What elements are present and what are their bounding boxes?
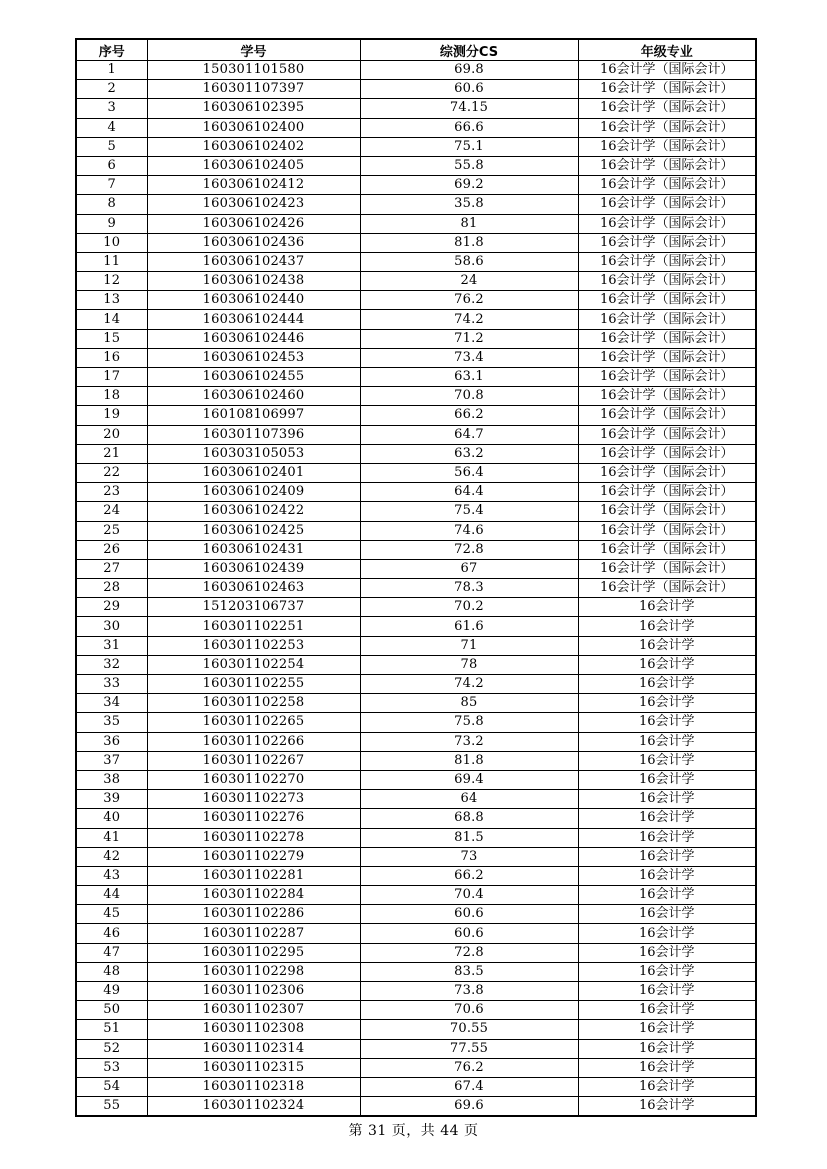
row-seq: 3 [76, 99, 147, 118]
table-row [76, 61, 756, 80]
score-table [75, 38, 757, 1117]
row-student-id: 150301101580 [147, 61, 360, 80]
row-student-id: 160306102423 [147, 195, 360, 214]
row-student-id: 160301102284 [147, 886, 360, 905]
table-row [76, 291, 756, 310]
row-student-id: 160301102315 [147, 1058, 360, 1077]
table-row [76, 329, 756, 348]
row-seq: 11 [76, 252, 147, 271]
table-row [76, 943, 756, 962]
row-student-id: 160306102440 [147, 291, 360, 310]
row-student-id: 160301102270 [147, 770, 360, 789]
table-row [76, 233, 756, 252]
row-seq: 14 [76, 310, 147, 329]
row-major: 16会计学 [578, 962, 756, 981]
row-seq: 36 [76, 732, 147, 751]
table-row [76, 924, 756, 943]
row-seq: 32 [76, 655, 147, 674]
row-score: 75.4 [360, 502, 578, 521]
table-row [76, 732, 756, 751]
row-seq: 22 [76, 463, 147, 482]
table-row [76, 1020, 756, 1039]
table-row [76, 406, 756, 425]
header-seq: 序号 [76, 39, 147, 61]
row-seq: 33 [76, 675, 147, 694]
row-seq: 5 [76, 137, 147, 156]
score-table-container [75, 38, 755, 1117]
table-row [76, 790, 756, 809]
row-score: 64 [360, 790, 578, 809]
row-student-id: 160306102401 [147, 463, 360, 482]
row-score: 66.6 [360, 118, 578, 137]
row-student-id: 160301102278 [147, 828, 360, 847]
row-major: 16会计学（国际会计） [578, 272, 756, 291]
row-major: 16会计学 [578, 828, 756, 847]
row-seq: 1 [76, 61, 147, 80]
table-row [76, 598, 756, 617]
table-row [76, 348, 756, 367]
row-score: 78 [360, 655, 578, 674]
row-seq: 19 [76, 406, 147, 425]
table-row [76, 1058, 756, 1077]
row-seq: 8 [76, 195, 147, 214]
row-score: 64.4 [360, 483, 578, 502]
row-score: 69.8 [360, 61, 578, 80]
row-seq: 49 [76, 982, 147, 1001]
row-major: 16会计学（国际会计） [578, 310, 756, 329]
row-seq: 26 [76, 540, 147, 559]
row-student-id: 160306102463 [147, 579, 360, 598]
row-student-id: 160306102444 [147, 310, 360, 329]
row-score: 67.4 [360, 1077, 578, 1096]
table-row [76, 463, 756, 482]
table-row [76, 809, 756, 828]
row-student-id: 160301102307 [147, 1001, 360, 1020]
row-student-id: 160301102267 [147, 751, 360, 770]
row-student-id: 160306102395 [147, 99, 360, 118]
row-score: 55.8 [360, 156, 578, 175]
row-seq: 51 [76, 1020, 147, 1039]
table-row [76, 387, 756, 406]
table-row [76, 559, 756, 578]
row-major: 16会计学 [578, 943, 756, 962]
row-major: 16会计学（国际会计） [578, 80, 756, 99]
row-student-id: 160306102436 [147, 233, 360, 252]
row-student-id: 160301102251 [147, 617, 360, 636]
row-score: 78.3 [360, 579, 578, 598]
table-row [76, 694, 756, 713]
row-seq: 25 [76, 521, 147, 540]
row-score: 66.2 [360, 866, 578, 885]
row-major: 16会计学 [578, 1001, 756, 1020]
row-score: 71 [360, 636, 578, 655]
table-row [76, 579, 756, 598]
row-major: 16会计学（国际会计） [578, 559, 756, 578]
row-major: 16会计学（国际会计） [578, 291, 756, 310]
table-row [76, 1039, 756, 1058]
row-student-id: 160301107397 [147, 80, 360, 99]
row-major: 16会计学（国际会计） [578, 368, 756, 387]
table-header-row [76, 39, 756, 61]
row-student-id: 160301102265 [147, 713, 360, 732]
row-student-id: 160306102422 [147, 502, 360, 521]
row-score: 60.6 [360, 924, 578, 943]
row-score: 70.6 [360, 1001, 578, 1020]
row-student-id: 160301102254 [147, 655, 360, 674]
row-score: 74.2 [360, 310, 578, 329]
row-major: 16会计学 [578, 713, 756, 732]
row-seq: 43 [76, 866, 147, 885]
row-major: 16会计学（国际会计） [578, 233, 756, 252]
row-major: 16会计学 [578, 924, 756, 943]
row-score: 68.8 [360, 809, 578, 828]
row-student-id: 160301102276 [147, 809, 360, 828]
row-major: 16会计学 [578, 636, 756, 655]
row-seq: 40 [76, 809, 147, 828]
row-student-id: 160306102437 [147, 252, 360, 271]
row-score: 71.2 [360, 329, 578, 348]
row-student-id: 160301102287 [147, 924, 360, 943]
page-footer: 第 31 页，共 44 页 [348, 1123, 479, 1139]
row-score: 58.6 [360, 252, 578, 271]
row-student-id: 160301107396 [147, 425, 360, 444]
row-student-id: 160306102455 [147, 368, 360, 387]
row-student-id: 160301102298 [147, 962, 360, 981]
table-row [76, 483, 756, 502]
row-seq: 47 [76, 943, 147, 962]
row-seq: 7 [76, 176, 147, 195]
row-student-id: 160301102279 [147, 847, 360, 866]
row-major: 16会计学（国际会计） [578, 118, 756, 137]
row-student-id: 160306102405 [147, 156, 360, 175]
row-score: 69.2 [360, 176, 578, 195]
row-student-id: 160306102402 [147, 137, 360, 156]
table-row [76, 847, 756, 866]
row-major: 16会计学 [578, 1077, 756, 1096]
row-student-id: 160301102286 [147, 905, 360, 924]
row-score: 83.5 [360, 962, 578, 981]
row-seq: 50 [76, 1001, 147, 1020]
row-major: 16会计学 [578, 866, 756, 885]
row-major: 16会计学（国际会计） [578, 483, 756, 502]
row-student-id: 160301102258 [147, 694, 360, 713]
row-seq: 53 [76, 1058, 147, 1077]
row-score: 70.8 [360, 387, 578, 406]
row-student-id: 160306102409 [147, 483, 360, 502]
table-row [76, 675, 756, 694]
row-score: 74.2 [360, 675, 578, 694]
row-major: 16会计学（国际会计） [578, 425, 756, 444]
table-row [76, 866, 756, 885]
row-score: 24 [360, 272, 578, 291]
row-score: 74.6 [360, 521, 578, 540]
row-student-id: 160301102295 [147, 943, 360, 962]
row-seq: 4 [76, 118, 147, 137]
row-score: 81.8 [360, 233, 578, 252]
header-student-id: 学号 [147, 39, 360, 61]
table-row [76, 982, 756, 1001]
row-seq: 12 [76, 272, 147, 291]
row-score: 56.4 [360, 463, 578, 482]
row-student-id: 160306102446 [147, 329, 360, 348]
row-student-id: 160301102318 [147, 1077, 360, 1096]
row-seq: 18 [76, 387, 147, 406]
table-row [76, 368, 756, 387]
row-score: 61.6 [360, 617, 578, 636]
row-student-id: 160301102255 [147, 675, 360, 694]
table-row [76, 272, 756, 291]
row-seq: 23 [76, 483, 147, 502]
row-major: 16会计学（国际会计） [578, 99, 756, 118]
table-row [76, 540, 756, 559]
row-score: 63.1 [360, 368, 578, 387]
row-student-id: 160301102266 [147, 732, 360, 751]
table-row [76, 905, 756, 924]
row-major: 16会计学 [578, 694, 756, 713]
row-major: 16会计学 [578, 1058, 756, 1077]
table-row [76, 502, 756, 521]
row-seq: 6 [76, 156, 147, 175]
row-seq: 31 [76, 636, 147, 655]
table-row [76, 713, 756, 732]
row-major: 16会计学 [578, 905, 756, 924]
table-row [76, 156, 756, 175]
row-student-id: 160301102314 [147, 1039, 360, 1058]
row-score: 60.6 [360, 905, 578, 924]
row-major: 16会计学 [578, 598, 756, 617]
row-seq: 38 [76, 770, 147, 789]
row-score: 81 [360, 214, 578, 233]
table-row [76, 1077, 756, 1096]
row-seq: 2 [76, 80, 147, 99]
row-major: 16会计学 [578, 732, 756, 751]
row-major: 16会计学（国际会计） [578, 579, 756, 598]
table-row [76, 770, 756, 789]
row-major: 16会计学 [578, 1097, 756, 1117]
row-score: 73.2 [360, 732, 578, 751]
row-score: 73.8 [360, 982, 578, 1001]
row-student-id: 160301102273 [147, 790, 360, 809]
row-student-id: 160301102281 [147, 866, 360, 885]
row-major: 16会计学（国际会计） [578, 176, 756, 195]
row-score: 76.2 [360, 291, 578, 310]
row-score: 63.2 [360, 444, 578, 463]
row-score: 69.6 [360, 1097, 578, 1117]
row-seq: 16 [76, 348, 147, 367]
row-score: 76.2 [360, 1058, 578, 1077]
row-seq: 48 [76, 962, 147, 981]
table-row [76, 655, 756, 674]
row-seq: 46 [76, 924, 147, 943]
row-seq: 27 [76, 559, 147, 578]
row-student-id: 160303105053 [147, 444, 360, 463]
row-student-id: 160301102306 [147, 982, 360, 1001]
row-seq: 37 [76, 751, 147, 770]
row-major: 16会计学（国际会计） [578, 521, 756, 540]
row-major: 16会计学 [578, 809, 756, 828]
row-student-id: 160306102412 [147, 176, 360, 195]
row-seq: 17 [76, 368, 147, 387]
row-major: 16会计学 [578, 1039, 756, 1058]
row-student-id: 160306102438 [147, 272, 360, 291]
row-major: 16会计学 [578, 982, 756, 1001]
header-major: 年级专业 [578, 39, 756, 61]
row-student-id: 160306102453 [147, 348, 360, 367]
row-score: 66.2 [360, 406, 578, 425]
table-row [76, 137, 756, 156]
row-seq: 15 [76, 329, 147, 348]
table-row [76, 1001, 756, 1020]
row-major: 16会计学 [578, 675, 756, 694]
row-score: 67 [360, 559, 578, 578]
row-student-id: 160306102460 [147, 387, 360, 406]
row-score: 72.8 [360, 943, 578, 962]
row-score: 70.2 [360, 598, 578, 617]
row-seq: 34 [76, 694, 147, 713]
row-major: 16会计学（国际会计） [578, 195, 756, 214]
row-seq: 45 [76, 905, 147, 924]
row-major: 16会计学（国际会计） [578, 137, 756, 156]
row-score: 81.5 [360, 828, 578, 847]
row-score: 81.8 [360, 751, 578, 770]
row-student-id: 160306102426 [147, 214, 360, 233]
row-score: 72.8 [360, 540, 578, 559]
row-student-id: 151203106737 [147, 598, 360, 617]
row-seq: 39 [76, 790, 147, 809]
row-major: 16会计学 [578, 847, 756, 866]
table-row [76, 195, 756, 214]
row-major: 16会计学（国际会计） [578, 156, 756, 175]
table-row [76, 521, 756, 540]
row-major: 16会计学 [578, 655, 756, 674]
row-seq: 13 [76, 291, 147, 310]
row-seq: 52 [76, 1039, 147, 1058]
row-score: 69.4 [360, 770, 578, 789]
row-score: 73 [360, 847, 578, 866]
row-seq: 44 [76, 886, 147, 905]
row-major: 16会计学（国际会计） [578, 214, 756, 233]
table-row [76, 444, 756, 463]
row-score: 60.6 [360, 80, 578, 99]
row-seq: 42 [76, 847, 147, 866]
table-row [76, 828, 756, 847]
row-seq: 54 [76, 1077, 147, 1096]
table-row [76, 1097, 756, 1117]
row-seq: 9 [76, 214, 147, 233]
row-seq: 20 [76, 425, 147, 444]
table-row [76, 617, 756, 636]
row-major: 16会计学（国际会计） [578, 444, 756, 463]
row-student-id: 160306102439 [147, 559, 360, 578]
row-student-id: 160306102431 [147, 540, 360, 559]
row-major: 16会计学（国际会计） [578, 502, 756, 521]
table-row [76, 214, 756, 233]
row-student-id: 160108106997 [147, 406, 360, 425]
table-row [76, 176, 756, 195]
row-major: 16会计学（国际会计） [578, 463, 756, 482]
table-row [76, 99, 756, 118]
row-major: 16会计学 [578, 1020, 756, 1039]
row-major: 16会计学（国际会计） [578, 387, 756, 406]
row-seq: 41 [76, 828, 147, 847]
row-student-id: 160301102253 [147, 636, 360, 655]
row-score: 70.4 [360, 886, 578, 905]
row-score: 85 [360, 694, 578, 713]
table-body [76, 61, 756, 1117]
row-score: 74.15 [360, 99, 578, 118]
table-row [76, 962, 756, 981]
table-row [76, 425, 756, 444]
table-row [76, 118, 756, 137]
row-score: 75.1 [360, 137, 578, 156]
row-major: 16会计学 [578, 886, 756, 905]
row-seq: 10 [76, 233, 147, 252]
row-major: 16会计学（国际会计） [578, 348, 756, 367]
row-seq: 35 [76, 713, 147, 732]
table-row [76, 886, 756, 905]
row-major: 16会计学（国际会计） [578, 61, 756, 80]
row-seq: 29 [76, 598, 147, 617]
table-row [76, 310, 756, 329]
table-row [76, 636, 756, 655]
row-student-id: 160306102400 [147, 118, 360, 137]
row-major: 16会计学 [578, 790, 756, 809]
table-row [76, 751, 756, 770]
row-major: 16会计学 [578, 617, 756, 636]
row-major: 16会计学（国际会计） [578, 252, 756, 271]
row-seq: 28 [76, 579, 147, 598]
row-student-id: 160301102308 [147, 1020, 360, 1039]
row-score: 70.55 [360, 1020, 578, 1039]
table-row [76, 252, 756, 271]
row-major: 16会计学（国际会计） [578, 329, 756, 348]
row-seq: 24 [76, 502, 147, 521]
row-score: 77.55 [360, 1039, 578, 1058]
row-student-id: 160301102324 [147, 1097, 360, 1117]
row-seq: 30 [76, 617, 147, 636]
row-major: 16会计学（国际会计） [578, 540, 756, 559]
table-row [76, 80, 756, 99]
row-seq: 21 [76, 444, 147, 463]
row-major: 16会计学 [578, 751, 756, 770]
header-score: 综测分CS [360, 39, 578, 61]
row-major: 16会计学（国际会计） [578, 406, 756, 425]
row-major: 16会计学 [578, 770, 756, 789]
row-seq: 55 [76, 1097, 147, 1117]
row-student-id: 160306102425 [147, 521, 360, 540]
row-score: 64.7 [360, 425, 578, 444]
row-score: 35.8 [360, 195, 578, 214]
row-score: 75.8 [360, 713, 578, 732]
row-score: 73.4 [360, 348, 578, 367]
